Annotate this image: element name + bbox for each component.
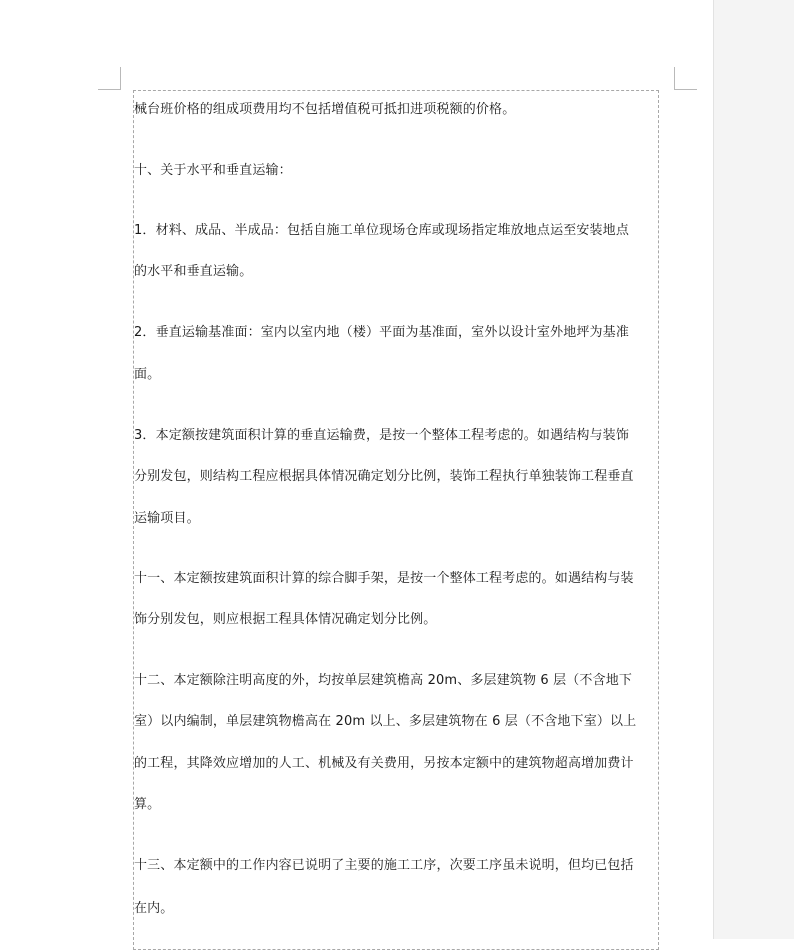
paragraph-line: 运输项目。: [134, 511, 200, 526]
paragraph-line: 在内。: [134, 901, 174, 916]
paragraph-line: 饰分别发包，则应根据工程具体情况确定划分比例。: [134, 612, 437, 627]
paragraph-line: 械台班价格的组成项费用均不包括增值税可抵扣进项税额的价格。: [134, 102, 516, 117]
paragraph-line: 面。: [134, 367, 161, 382]
top-right-margin-mark: [674, 67, 697, 90]
paragraph-line: 的工程，其降效应增加的人工、机械及有关费用，另按本定额中的建筑物超高增加费计: [134, 756, 634, 771]
paragraph-line: 室）以内编制，单层建筑物檐高在 20m 以上、多层建筑物在 6 层（不含地下室）以上: [134, 714, 637, 729]
right-side-panel: [713, 0, 794, 939]
paragraph-line: 分别发包，则结构工程应根据具体情况确定划分比例，装饰工程执行单独装饰工程垂直: [134, 469, 634, 484]
paragraph-line: 的水平和垂直运输。: [134, 264, 253, 279]
top-left-margin-mark: [98, 67, 121, 90]
paragraph-line: 十三、本定额中的工作内容已说明了主要的施工工序，次要工序虽未说明，但均已包括: [134, 858, 634, 873]
heading-line: 十、关于水平和垂直运输：: [134, 163, 292, 178]
paragraph-line: 十一、本定额按建筑面积计算的综合脚手架，是按一个整体工程考虑的。如遇结构与装: [134, 571, 634, 586]
paragraph-line: 十二、本定额除注明高度的外，均按单层建筑檐高 20m、多层建筑物 6 层（不含地下: [134, 673, 633, 688]
paragraph-line: 1．材料、成品、半成品：包括自施工单位现场仓库或现场指定堆放地点运至安装地点: [134, 223, 629, 238]
paragraph-line: 3．本定额按建筑面积计算的垂直运输费，是按一个整体工程考虑的。如遇结构与装饰: [134, 428, 629, 443]
paragraph-line: 算。: [134, 797, 161, 812]
paragraph-line: 2．垂直运输基准面：室内以室内地（楼）平面为基准面，室外以设计室外地坪为基准: [134, 325, 629, 340]
